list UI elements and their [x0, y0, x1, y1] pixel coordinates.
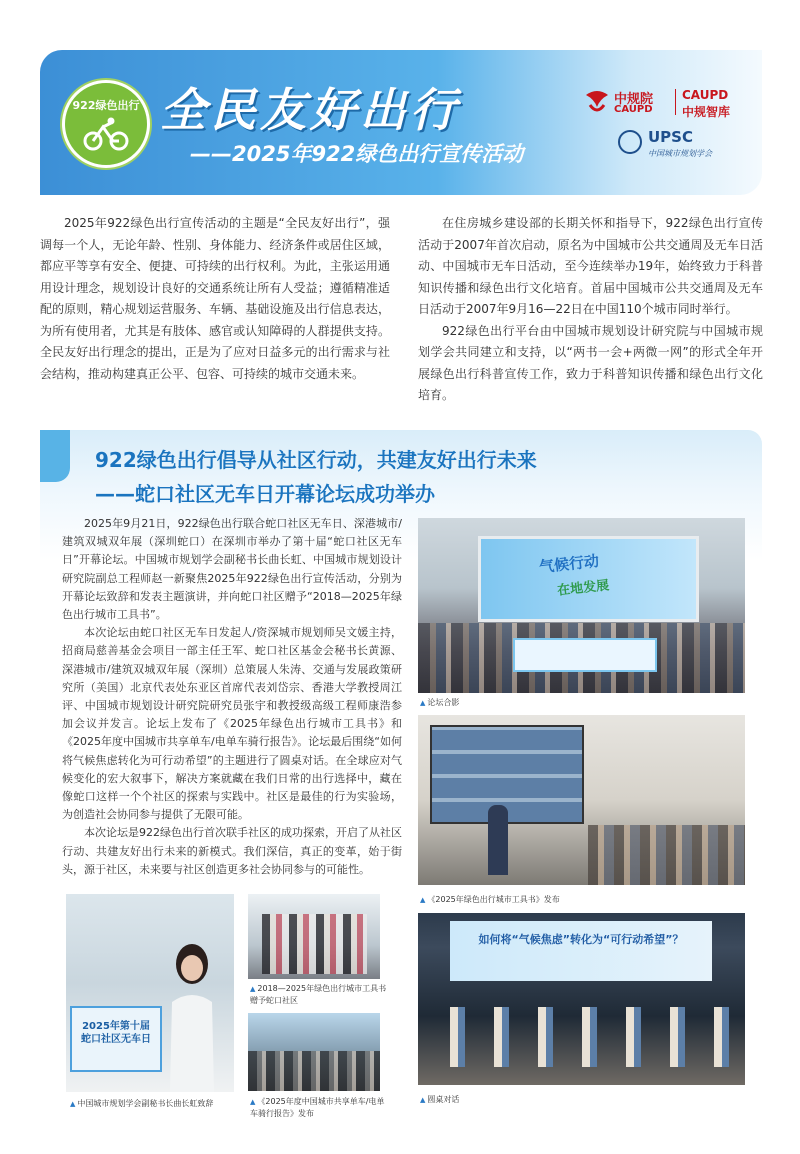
book-release-photo — [418, 715, 745, 885]
article-paragraph-2: 本次论坛由蛇口社区无车日发起人/资深城市规划师吴文媛主持，招商局慈善基金会项目一部主任王军、蛇口社区基金会秘书长黄源、深港城市/建筑双城双年展（深圳）总策展人朱涛、交通与发展政策研究所（美国）北京代表处东亚区首席代表刘岱宗、香港大学教授周江评、中国城市规划设计研究院研究员张宇和教授级高级工程师康浩参加会议并发言。论坛上发布了《2025年绿色出行城市工具书》和《2025年度中国城市共享单车/电单车骑行报告》。论坛最后围绕“如何将气候焦虑转化为可行动希望”的主题进行了圆桌对话。在全球应对气候变化的宏大叙事下，解决方案就藏在我们日常的出行选择中，藏在像蛇口这样一个个社区的探索与实践中。社区是最佳的行为实验场，为创造社会协同参与提供了无限可能。 — [62, 626, 402, 822]
intro-left-column — [40, 213, 390, 385]
caption-text: 《2025年度中国城市共享单车/电单车骑行报告》发布 — [250, 1097, 385, 1118]
caption-triangle-icon: ▲ — [70, 1100, 76, 1108]
presenters — [262, 914, 367, 974]
caption-triangle-icon: ▲ — [420, 1096, 426, 1104]
speaker-figure — [488, 805, 508, 875]
photo-caption-report — [250, 1096, 390, 1119]
upsc-logo — [618, 128, 728, 168]
intro-left-paragraph: 2025年922绿色出行宣传活动的主题是“全民友好出行”，强调每一个人，无论年龄、性别、身体能力、经济条件或居住区域，都应平等享有安全、便捷、可持续的出行权利。为此，主张运用通用设计理念，规划设计良好的交通系统让所有人受益；遵循精准适配的原则，精心规划运营服务、车辆、基础设施及出行信息表达，为所有使用者，尤其是有肢体、感官或认知障碍的人群提供支持。全民友好出行理念的提出，正是为了应对日益多元的出行需求与社会结构，推动构建真正公平、包容、可持续的城市交通未来。 — [40, 216, 390, 381]
caption-triangle-icon: ▲ — [420, 699, 426, 707]
section-tab-decoration — [40, 430, 70, 482]
upsc-mark-icon — [618, 130, 642, 154]
page-subtitle: ——2025年922绿色出行宣传活动 — [190, 142, 524, 166]
page-title: 全民友好出行 — [160, 83, 460, 137]
green-travel-badge-icon — [62, 80, 150, 168]
article-paragraph-1: 2025年9月21日，922绿色出行联合蛇口社区无车日、深港城市/建筑双城双年展（深圳蛇口）在深圳市举办了第十届“蛇口社区无车日”开幕论坛。中国城市规划学会副秘书长曲长虹、中国城市规划设计研究院副总工程师赵一新聚焦2025年922绿色出行宣传活动，分别为开幕论坛致辞和发表主题演讲，并向蛇口社区赠予“2018—2025年绿色出行城市工具书”。 — [62, 517, 402, 622]
badge-text: 922绿色出行 — [72, 99, 140, 112]
caption-triangle-icon: ▲ — [250, 1098, 256, 1106]
photo-caption-gift — [250, 983, 390, 1006]
upsc-cn-label: 中国城市规划学会 — [648, 149, 712, 158]
article-paragraph-3: 本次论坛是922绿色出行首次联手社区的成功探索，开启了从社区行动、共建友好出行未来的新模式。我们深信，真正的变革，始于街头，源于社区，未来要与社区创造更多社会协同参与的可能性。 — [62, 826, 402, 876]
roundtable-screen-text: 如何将“气候焦虑”转化为“可行动希望”？ — [478, 933, 684, 946]
stage-screen — [478, 536, 699, 622]
event-board — [70, 1006, 162, 1072]
caption-text: 中国城市规划学会副秘书长曲长虹致辞 — [77, 1099, 214, 1108]
speech-photo — [66, 894, 234, 1092]
photo-caption-group — [420, 697, 459, 709]
intro-right-paragraph-1: 在住房城乡建设部的长期关怀和指导下，922绿色出行宣传活动于2007年首次启动，原名为中国城市公共交通周及无车日活动、中国城市无车日活动，至今连续举办19年，始终致力于科普知识传播和绿色出行文化培育。首届中国城市公共交通周及无车日活动于2007年9月16—22日在中国110个城市同时举行。 — [418, 216, 763, 316]
panelists — [428, 1007, 733, 1067]
caption-text: 2018—2025年绿色出行城市工具书赠予蛇口社区 — [250, 984, 387, 1005]
cyclist-icon — [83, 117, 129, 151]
caupd-cn-label: 中规院 — [614, 92, 654, 107]
think-tank-cn-label: 中规智库 — [682, 105, 731, 119]
book-gift-photo — [248, 894, 380, 979]
section-subtitle: ——蛇口社区无车日开幕论坛成功举办 — [95, 482, 435, 506]
caupd-en-label: CAUPD — [614, 104, 653, 115]
caption-text: 论坛合影 — [427, 698, 460, 707]
caption-text: 《2025年绿色出行城市工具书》发布 — [427, 895, 560, 904]
screen-text-1: 气候行动 — [538, 551, 600, 577]
board-text: 2025年第十届 蛇口社区无车日 — [81, 1021, 151, 1045]
upsc-en-label: UPSC — [648, 128, 693, 146]
forum-group-photo — [418, 518, 745, 693]
intro-right-column — [418, 213, 763, 407]
audience — [588, 825, 745, 885]
caption-triangle-icon: ▲ — [250, 985, 256, 993]
think-tank-en-label: CAUPD — [682, 88, 729, 102]
group-banner — [513, 638, 657, 672]
caupd-mark-icon — [582, 89, 612, 115]
section-title: 922绿色出行倡导从社区行动，共建友好出行未来 — [95, 448, 537, 472]
photo-caption-book-release — [420, 894, 560, 906]
roundtable-photo — [418, 913, 745, 1085]
caption-triangle-icon: ▲ — [420, 896, 426, 904]
article-body — [62, 515, 402, 879]
caupd-logo — [582, 85, 742, 125]
report-release-photo — [248, 1013, 380, 1091]
audience — [248, 1051, 380, 1091]
screen-text-2: 在地发展 — [556, 578, 610, 599]
photo-caption-speech — [70, 1098, 213, 1110]
logo-divider — [675, 89, 676, 115]
intro-right-paragraph-2: 922绿色出行平台由中国城市规划设计研究院与中国城市规划学会共同建立和支持，以“两书一会+两微一网”的形式全年开展绿色出行科普宣传工作，致力于科普知识传播和绿色出行文化培育。 — [418, 323, 763, 402]
roundtable-screen — [450, 921, 712, 981]
photo-caption-roundtable — [420, 1094, 459, 1106]
speaker-figure — [164, 942, 220, 1092]
caption-text: 圆桌对话 — [427, 1095, 460, 1104]
